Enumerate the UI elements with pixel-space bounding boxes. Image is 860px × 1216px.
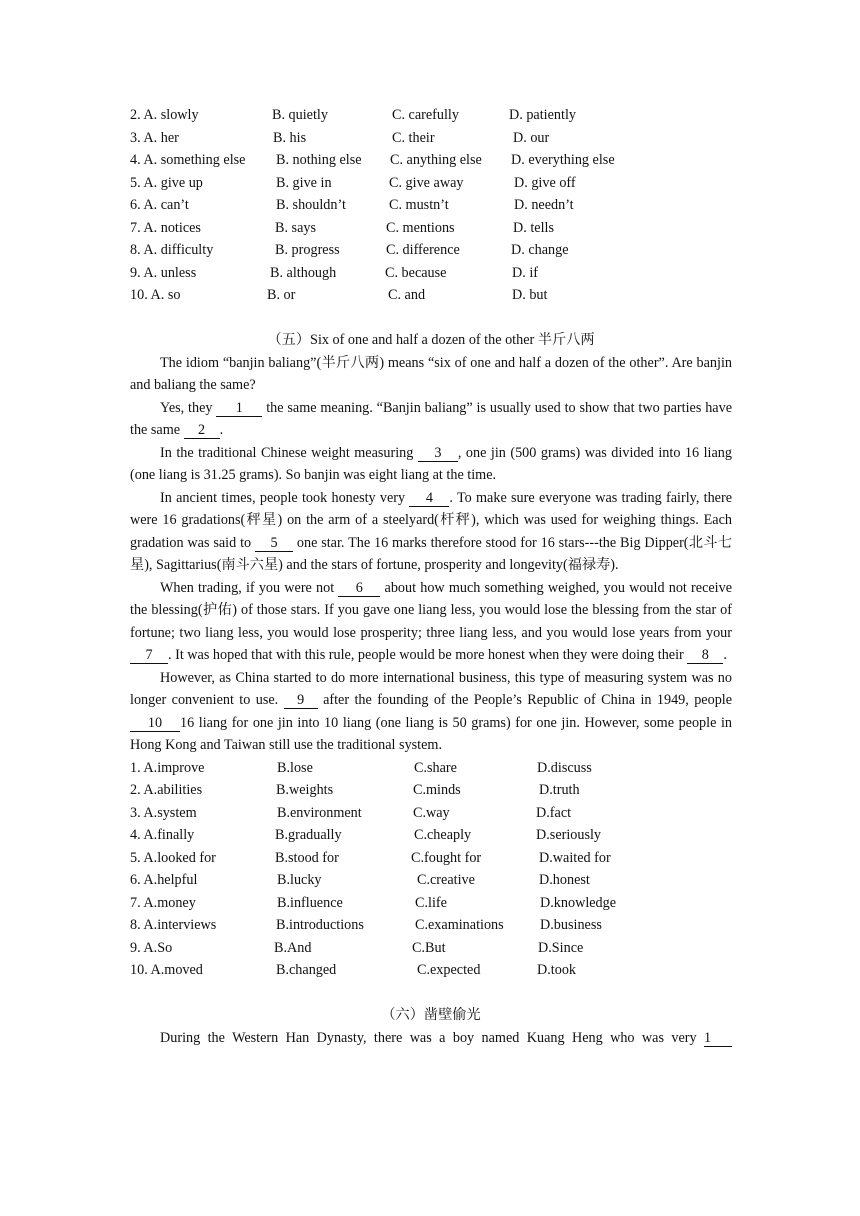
option-d: D. everything else <box>511 152 615 168</box>
option-c: C. mentions <box>386 219 455 236</box>
option-b: B. nothing else <box>276 152 362 168</box>
option-a: 1. A.improve <box>130 759 205 776</box>
option-b: B. give in <box>276 174 332 191</box>
blank-1: 1 <box>704 1030 732 1047</box>
options-list-section5 <box>130 757 732 982</box>
option-row <box>130 937 732 960</box>
option-a: 2. A. slowly <box>130 107 199 123</box>
option-c: C.creative <box>417 872 475 888</box>
document-page <box>130 104 732 1049</box>
option-a: 3. A.system <box>130 804 197 821</box>
blank-2: 2 <box>184 422 220 439</box>
option-row <box>130 959 732 982</box>
option-a: 4. A. something else <box>130 152 246 168</box>
option-a: 8. A.interviews <box>130 917 217 933</box>
blank-7: 7 <box>130 647 168 664</box>
option-row <box>130 914 732 937</box>
option-c: C.examinations <box>415 917 504 933</box>
option-b: B.changed <box>276 962 337 978</box>
option-b: B. quietly <box>272 107 328 123</box>
option-c: C.minds <box>413 782 461 798</box>
option-d: D.business <box>540 917 602 933</box>
option-c: C. carefully <box>392 107 459 123</box>
option-d: D. change <box>511 242 569 258</box>
blank-9: 9 <box>284 692 318 709</box>
option-c: C. mustn’t <box>389 197 449 213</box>
blank-10: 10 <box>130 715 180 732</box>
option-a: 3. A. her <box>130 129 179 146</box>
option-b: B. progress <box>275 242 340 258</box>
option-row <box>130 892 732 915</box>
option-row <box>130 284 732 307</box>
option-d: D.discuss <box>537 759 592 776</box>
blank-4: 4 <box>409 490 449 507</box>
paragraph: In the traditional Chinese weight measuring 3 , one jin (500 grams) was divided into 16 liang (one liang is 31.25 grams). So banjin was eight liang at the time. <box>130 444 732 483</box>
paragraph: When trading, if you were not 6 about how much something weighed, you would not receive the blessing(护佑) of those stars. If you gave one liang less, you would lose the blessing from the star of fortune; two liang less, you would lose prosperity; three liang less, and you would lose years from your 7 . It was hoped that with this rule, people would be more honest when they were doing their 8 . <box>130 579 733 663</box>
option-d: D.Since <box>538 939 584 956</box>
option-a: 6. A.helpful <box>130 872 198 888</box>
option-row <box>130 149 732 172</box>
option-a: 5. A. give up <box>130 174 203 191</box>
option-c: C.cheaply <box>414 827 472 843</box>
option-a: 2. A.abilities <box>130 782 203 798</box>
option-c: C. and <box>388 287 426 303</box>
option-b: B.lose <box>277 759 313 776</box>
option-a: 10. A. so <box>130 287 181 303</box>
blank-1: 1 <box>216 400 262 417</box>
option-a: 7. A.money <box>130 894 196 911</box>
option-b: B. his <box>273 129 307 146</box>
option-d: D.honest <box>539 872 590 888</box>
option-c: C.expected <box>417 962 481 978</box>
option-a: 4. A.finally <box>130 827 195 843</box>
paragraph: However, as China started to do more international business, this type of measuring system was no longer convenient to use. 9 after the founding of the People’s Republic of China in 1949, people 10 16 liang for one jin into 10 liang (one liang is 50 grams) for one jin. However, some people in Hong Kong and Taiwan still use the traditional system. <box>130 669 733 753</box>
option-c: C.share <box>414 759 457 776</box>
option-c: C. their <box>392 129 435 146</box>
section-title: （五）Six of one and half a dozen of the other 半斤八两 <box>267 332 595 348</box>
option-a: 7. A. notices <box>130 219 201 236</box>
option-a: 6. A. can’t <box>130 197 189 213</box>
option-b: B.stood for <box>275 849 339 866</box>
option-d: D. tells <box>513 219 554 236</box>
option-d: D.seriously <box>536 827 602 843</box>
option-d: D. but <box>512 287 548 303</box>
option-d: D.waited for <box>539 849 611 866</box>
option-row <box>130 127 732 150</box>
option-row <box>130 847 732 870</box>
option-row <box>130 194 732 217</box>
option-c: C.fought for <box>411 849 482 866</box>
paragraph: During the Western Han Dynasty, there was a boy named Kuang Heng who was very 1 <box>130 1027 732 1050</box>
option-c: C.way <box>413 804 450 821</box>
option-c: C. give away <box>389 174 464 191</box>
option-c: C.life <box>415 894 447 911</box>
option-c: C. anything else <box>390 152 482 168</box>
option-row <box>130 802 732 825</box>
option-a: 8. A. difficulty <box>130 242 214 258</box>
option-row <box>130 824 732 847</box>
blank-3: 3 <box>418 445 458 462</box>
paragraph: Yes, they 1 the same meaning. “Banjin baliang” is usually used to show that two parties have the same 2 . <box>130 399 733 438</box>
option-d: D. patiently <box>509 107 576 123</box>
option-b: B.influence <box>277 894 343 911</box>
option-row <box>130 262 732 285</box>
option-b: B.environment <box>277 804 362 821</box>
option-d: D. if <box>512 264 539 281</box>
option-c: C. difference <box>386 242 460 258</box>
option-d: D.fact <box>536 804 572 821</box>
section-title: （六）凿壁偷光 <box>381 1007 481 1023</box>
option-d: D. needn’t <box>514 197 574 213</box>
options-list-previous <box>130 104 732 307</box>
blank-8: 8 <box>687 647 723 664</box>
option-b: B. or <box>267 287 296 303</box>
option-a: 5. A.looked for <box>130 849 216 866</box>
option-row <box>130 869 732 892</box>
option-b: B.gradually <box>275 827 342 843</box>
option-c: C.But <box>412 939 446 956</box>
paragraph: The idiom “banjin baliang”(半斤八两) means “six of one and half a dozen of the other”. Are banjin and baliang the same? <box>130 354 732 393</box>
option-d: D. our <box>513 129 550 146</box>
option-row <box>130 104 732 127</box>
option-a: 10. A.moved <box>130 962 203 978</box>
option-row <box>130 757 732 780</box>
option-b: B.And <box>274 939 312 956</box>
option-b: B.weights <box>276 782 334 798</box>
option-d: D.took <box>537 962 577 978</box>
blank-5: 5 <box>255 535 293 552</box>
option-row <box>130 172 732 195</box>
option-d: D. give off <box>514 174 576 191</box>
option-b: B.lucky <box>277 872 322 888</box>
option-c: C. because <box>385 264 447 281</box>
option-b: B. says <box>275 219 316 236</box>
option-d: D.knowledge <box>540 894 617 911</box>
option-row <box>130 239 732 262</box>
option-d: D.truth <box>539 782 580 798</box>
option-b: B. shouldn’t <box>276 197 346 213</box>
blank-6: 6 <box>338 580 380 597</box>
paragraph: In ancient times, people took honesty very 4 . To make sure everyone was trading fairly, there were 16 gradations(秤星) on the arm of a steelyard(杆秤), which was used for weighing things. Each gradation was said to 5 one star. The 16 marks therefore stood for 16 stars---the Big Dipper(北斗七星), Sagittarius(南斗六星) and the stars of fortune, prosperity and longevity(福禄寿). <box>130 489 733 573</box>
option-b: B.introductions <box>276 917 364 933</box>
option-row <box>130 217 732 240</box>
option-a: 9. A. unless <box>130 264 197 281</box>
option-b: B. although <box>270 264 337 281</box>
option-row <box>130 779 732 802</box>
option-a: 9. A.So <box>130 939 173 956</box>
